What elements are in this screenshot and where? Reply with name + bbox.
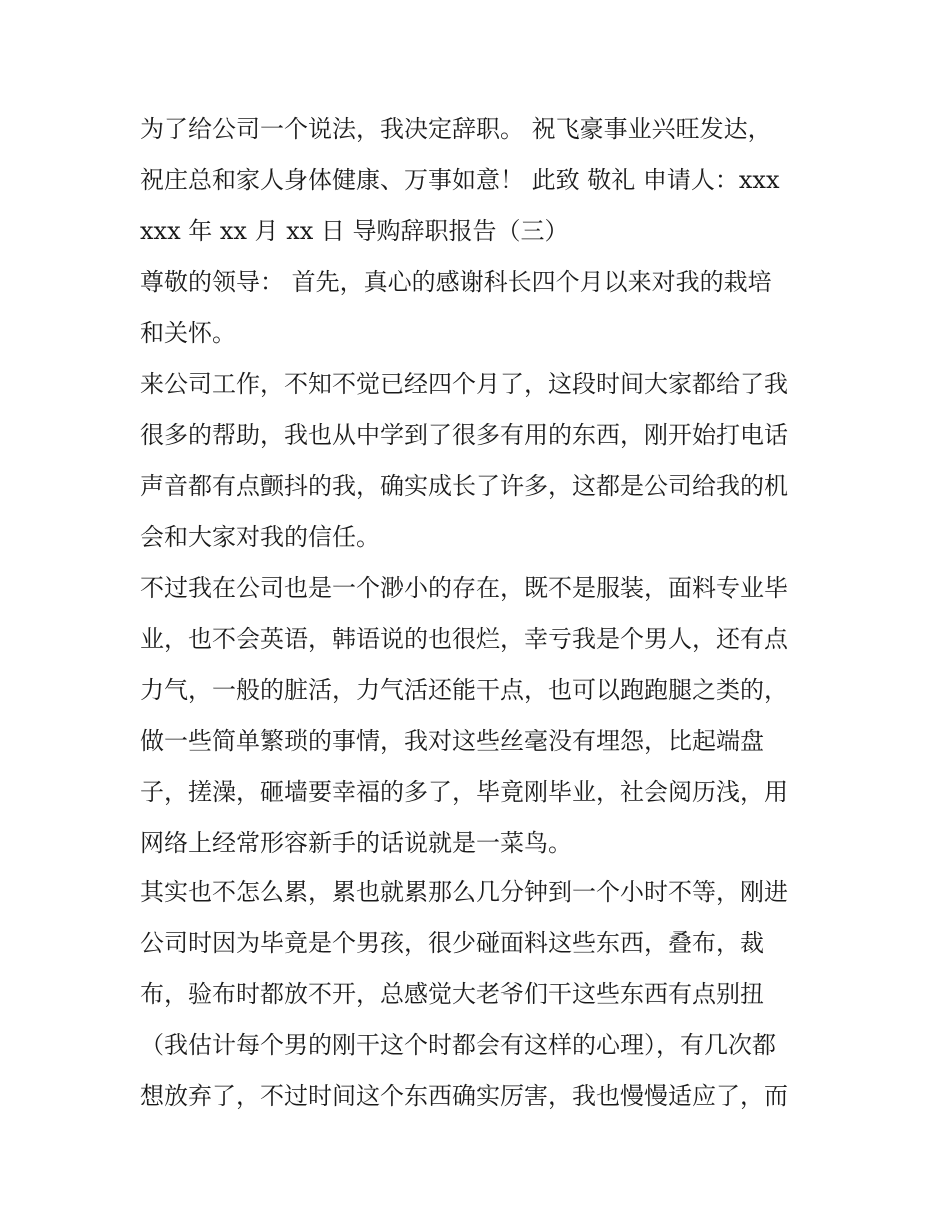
text-line: 很多的帮助，我也从中学到了很多有用的东西，刚开始打电话	[140, 421, 788, 449]
text-line: （我估计每个男的刚干这个时都会有这样的心理），有几次都	[140, 1031, 776, 1059]
text-line: 力气，一般的脏活，力气活还能干点，也可以跑跑腿之类的，	[140, 676, 788, 704]
text-line: 业，也不会英语，韩语说的也很烂，幸亏我是个男人，还有点	[140, 625, 788, 653]
text-line: 网络上经常形容新手的话说就是一菜鸟。	[140, 829, 572, 857]
text-line: 为了给公司一个说法，我决定辞职。 祝飞豪事业兴旺发达，	[140, 115, 772, 143]
text-line: 子，搓澡，砸墙要幸福的多了，毕竟刚毕业，社会阅历浅，用	[140, 778, 788, 806]
text-line: 来公司工作，不知不觉已经四个月了，这段时间大家都给了我	[140, 370, 788, 398]
text-line: 会和大家对我的信任。	[140, 523, 380, 551]
text-line: 公司时因为毕竟是个男孩，很少碰面料这些东西，叠布，裁	[140, 929, 764, 957]
text-line: 祝庄总和家人身体健康、万事如意！ 此致 敬礼 申请人：xxx	[140, 166, 780, 194]
text-line: 尊敬的领导： 首先，真心的感谢科长四个月以来对我的栽培	[140, 268, 772, 296]
text-line: xxx 年 xx 月 xx 日 导购辞职报告（三）	[140, 217, 569, 245]
text-line: 和关怀。	[140, 319, 236, 347]
text-line: 其实也不怎么累，累也就累那么几分钟到一个小时不等，刚进	[140, 878, 788, 906]
text-line: 做一些简单繁琐的事情，我对这些丝毫没有埋怨，比起端盘	[140, 727, 764, 755]
text-line: 不过我在公司也是一个渺小的存在，既不是服装，面料专业毕	[140, 574, 788, 602]
text-line: 布，验布时都放不开，总感觉大老爷们干这些东西有点别扭	[140, 980, 764, 1008]
text-line: 声音都有点颤抖的我，确实成长了许多，这都是公司给我的机	[140, 472, 788, 500]
text-line: 想放弃了，不过时间这个东西确实厉害，我也慢慢适应了，而	[140, 1082, 788, 1110]
